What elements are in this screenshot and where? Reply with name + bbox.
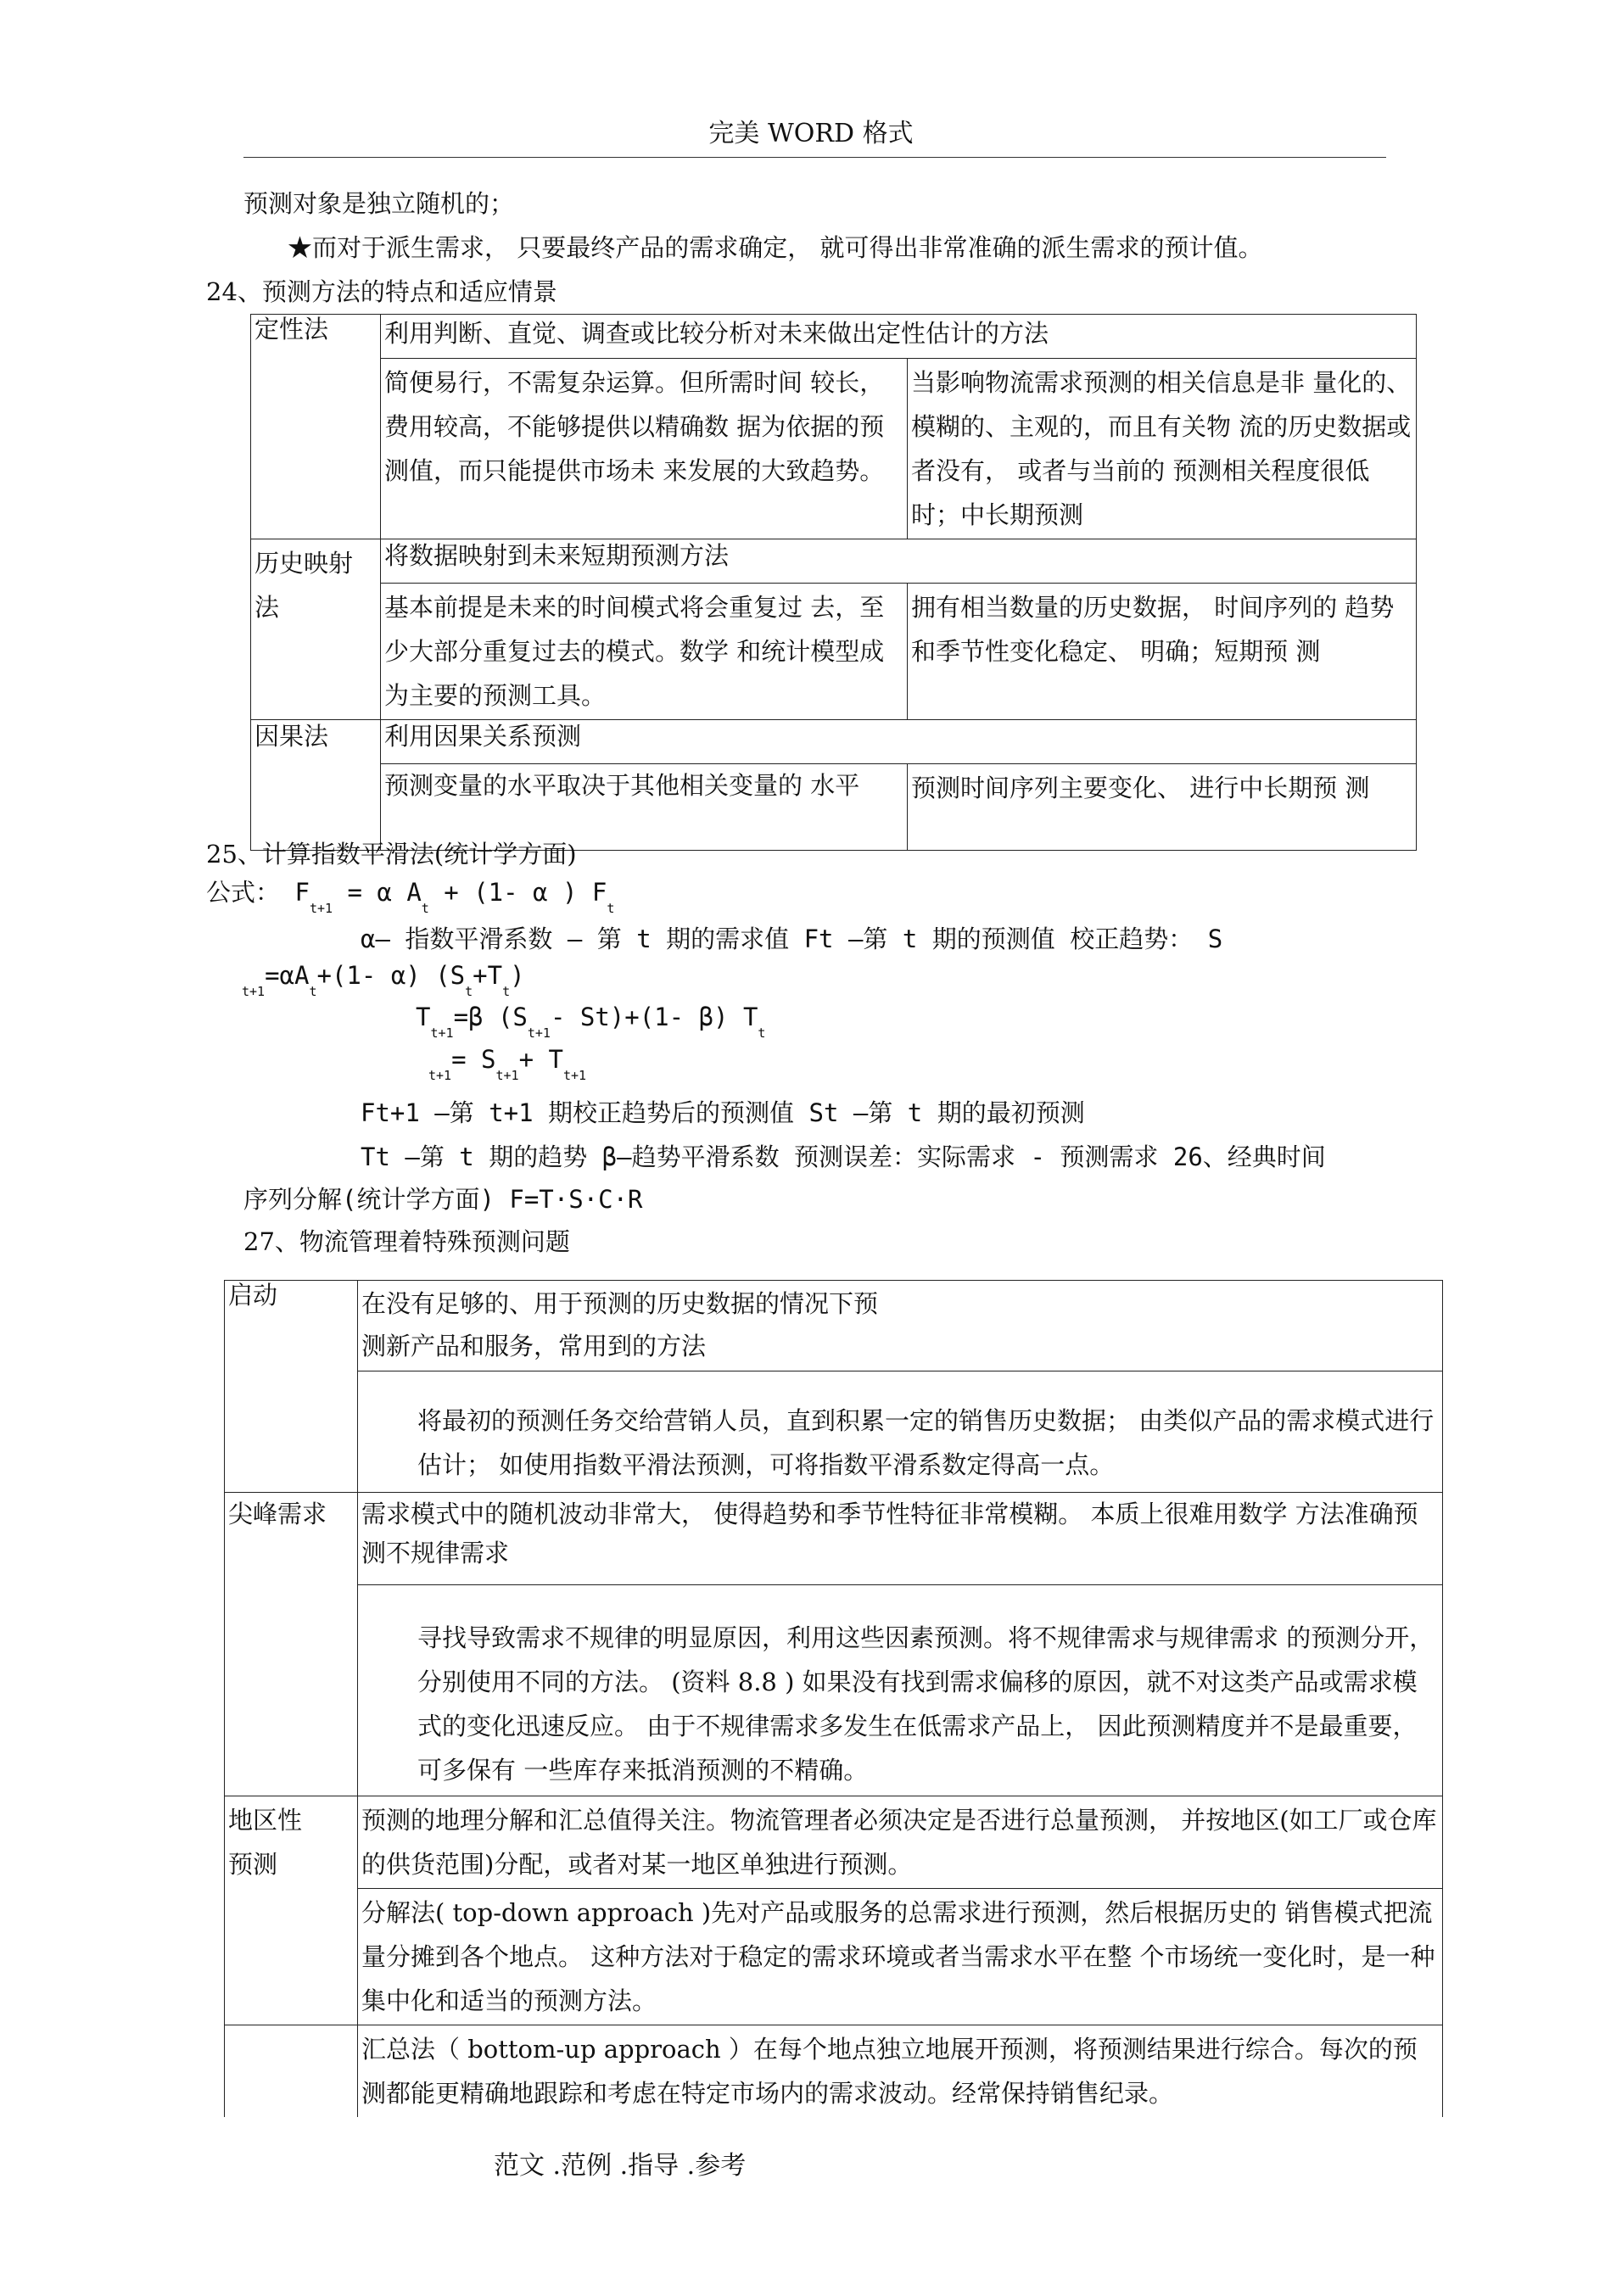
formula-description: α— 指数平滑系数 — 第 t 期的需求值 Ft —第 t 期的预测值 校正趋势： S — [361, 925, 1223, 953]
method-definition: 利用因果关系预测 — [381, 720, 1417, 764]
section-27-title: 27、物流管理着特殊预测问题 — [243, 1227, 570, 1256]
intro-line-1: 预测对象是独立随机的； — [243, 189, 515, 218]
problem-label: 地区性预测 — [225, 1796, 358, 2025]
method-definition: 利用判断、直觉、调查或比较分析对未来做出定性估计的方法 — [381, 315, 1417, 359]
method-name: 因果法 — [251, 720, 381, 851]
problem-description: 需求模式中的随机波动非常大， 使得趋势和季节性特征非常模糊。 本质上很难用数学 方法准确预测不规律需求 — [358, 1493, 1443, 1585]
formula-label: 公式： — [206, 878, 281, 907]
formula-legend-2: Tt —第 t 期的趋势 β—趋势平滑系数 预测误差：实际需求 - 预测需求 26、经典时间 — [361, 1142, 1326, 1171]
forecast-methods-table — [250, 314, 1417, 851]
method-features: 基本前提是未来的时间模式将会重复过 去，至少大部分重复过去的模式。数学 和统计模型成为主要的预测工具。 — [381, 584, 908, 720]
problem-description: 在没有足够的、用于预测的历史数据的情况下预 测新产品和服务，常用到的方法 — [358, 1281, 1443, 1371]
intro-line-2: ★而对于派生需求， 只要最终产品的需求确定， 就可得出非常准确的派生需求的预计值。 — [288, 233, 1263, 262]
formula-forecast: 公式： $F_{t+1} = \alpha$ $A_t + (1-$ α ) $F_t$ — [206, 878, 615, 916]
section-26-text: 序列分解(统计学方面) F=T·S·C·R — [243, 1185, 643, 1214]
problem-description: 预测的地理分解和汇总值得关注。物流管理者必须决定是否进行总量预测， 并按地区(如工厂或仓库的供货范围)分配，或者对某一地区单独进行预测。 — [358, 1796, 1443, 1889]
method-features: 预测变量的水平取决于其他相关变量的 水平 — [381, 764, 908, 851]
method-scenario: 拥有相当数量的历史数据， 时间序列的 趋势和季节性变化稳定、 明确；短期预 测 — [908, 584, 1417, 720]
method-name: 历史映射法 — [251, 539, 381, 720]
problem-label: 尖峰需求 — [225, 1493, 358, 1796]
formula-corrected: $_{t+1}= S_{t+1}+ T_{t+1}$ — [428, 1045, 587, 1083]
problem-solution: 寻找导致需求不规律的明显原因，利用这些因素预测。将不规律需求与规律需求 的预测分开，分别使用不同的方法。 (资料 8.8 ) 如果没有找到需求偏移的原因，就不对这类产品或需求模式的变化迅速反应。 由于不规律需求多发生在低需求产品上， 因此预测精度并不是最重要， 可多保有 一些库存来抵消预测的不精确。 — [358, 1585, 1443, 1796]
formula-smoothed: $_{t+1}=\alpha A_t+(1-$ α) $(S_t+T_t)$ — [242, 961, 525, 999]
page-footer: 范文 .范例 .指导 .参考 — [494, 2151, 747, 2181]
method-scenario: 预测时间序列主要变化、 进行中长期预 测 — [908, 764, 1417, 851]
problem-label — [225, 2025, 358, 2118]
method-scenario: 当影响物流需求预测的相关信息是非 量化的、模糊的、主观的，而且有关物 流的历史数据或者没有， 或者与当前的 预测相关程度很低时；中长期预测 — [908, 359, 1417, 539]
problem-solution: 将最初的预测任务交给营销人员，直到积累一定的销售历史数据； 由类似产品的需求模式进行估计； 如使用指数平滑法预测，可将指数平滑系数定得高一点。 — [358, 1371, 1443, 1493]
section-24-title: 24、预测方法的特点和适应情景 — [206, 277, 557, 306]
problem-solution: 分解法( top-down approach )先对产品或服务的总需求进行预测，然后根据历史的 销售模式把流量分摊到各个地点。 这种方法对于稳定的需求环境或者当需求水平在整 个市场统一变化时，是一种集中化和适当的预测方法。 — [358, 1889, 1443, 2025]
problem-description: 汇总法（ bottom-up approach ）在每个地点独立地展开预测，将预测结果进行综合。每次的预测都能更精确地跟踪和考虑在特定市场内的需求波动。经常保持销售纪录。 — [358, 2025, 1443, 2118]
method-definition: 将数据映射到未来短期预测方法 — [381, 539, 1417, 584]
special-forecast-table — [224, 1280, 1443, 2117]
method-features: 简便易行，不需复杂运算。但所需时间 较长，费用较高，不能够提供以精确数 据为依据的预测值，而只能提供市场未 来发展的大致趋势。 — [381, 359, 908, 539]
problem-label: 启动 — [225, 1281, 358, 1493]
page-header: 完美 WORD 格式 — [708, 119, 914, 148]
formula-trend: $T_{t+1}=\beta$ ($S_{t+1}-$ St)+(1- β) $T_t$ — [416, 1003, 766, 1041]
method-name: 定性法 — [251, 315, 381, 539]
formula-legend-1: Ft+1 —第 t+1 期校正趋势后的预测值 St —第 t 期的最初预测 — [361, 1098, 1085, 1127]
section-25-title: 25、计算指数平滑法(统计学方面) — [206, 840, 577, 869]
header-divider — [243, 157, 1386, 158]
